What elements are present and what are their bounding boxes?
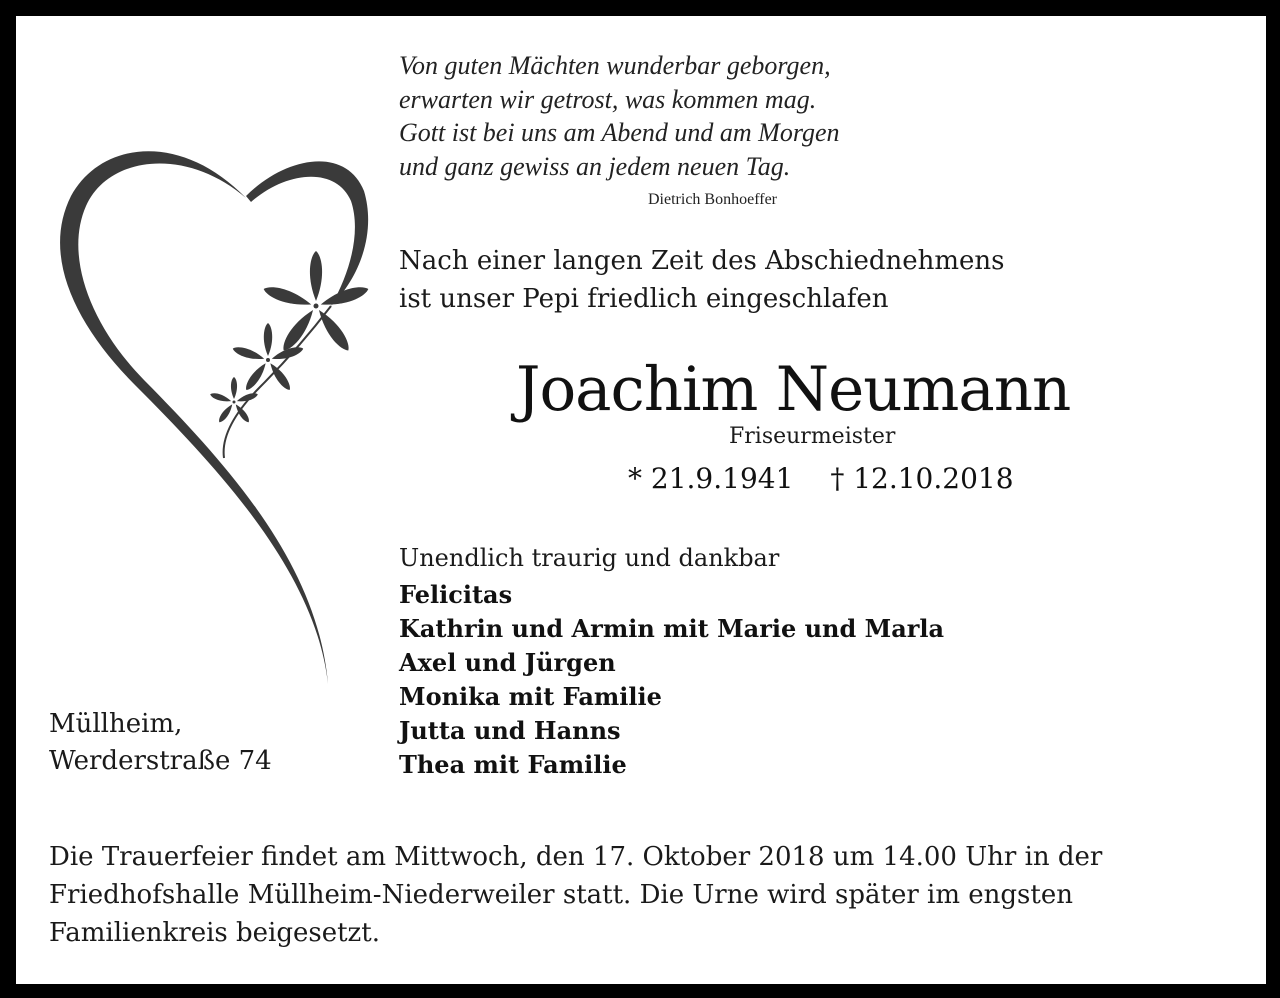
funeral-line: Familienkreis beigesetzt. [49,918,380,948]
mourner-name: Felicitas [399,580,513,609]
mourner-name: Kathrin und Armin mit Marie und Marla [399,614,945,643]
mourner-name: Jutta und Hanns [399,716,621,745]
heart-with-flowers-icon [46,136,406,706]
intro-text [399,242,1005,318]
address [49,706,272,780]
intro-line: ist unser Pepi friedlich eingeschlafen [399,284,889,314]
poem-line: und ganz gewiss an jedem neuen Tag. [399,151,791,181]
poem-author: Dietrich Bonhoeffer [648,191,777,208]
deceased-name: Joachim Neumann [516,354,1071,425]
address-line: Werderstraße 74 [49,746,272,776]
mourner-name: Thea mit Familie [399,750,627,779]
obituary-notice [16,16,1266,984]
poem-line: Gott ist bei uns am Abend und am Morgen [399,118,840,147]
poem [399,49,840,183]
mourner-name: Monika mit Familie [399,682,662,711]
life-dates [628,462,1014,495]
birth-date: * 21.9.1941 [628,462,794,495]
intro-line: Nach einer langen Zeit des Abschiednehmens [399,246,1005,276]
address-line: Müllheim, [49,709,183,739]
funeral-line: Friedhofshalle Müllheim-Niederweiler statt. Die Urne wird später im engsten [49,880,1073,910]
death-date: † 12.10.2018 [830,462,1014,495]
mourners-intro: Unendlich traurig und dankbar [399,544,780,572]
mourner-name: Axel und Jürgen [399,648,616,677]
funeral-line: Die Trauerfeier findet am Mittwoch, den 17. Oktober 2018 um 14.00 Uhr in der [49,842,1103,872]
deceased-profession: Friseurmeister [729,424,896,449]
funeral-info [49,838,1229,952]
mourners-list [399,578,944,782]
poem-line: erwarten wir getrost, was kommen mag. [399,84,817,114]
poem-line: Von guten Mächten wunderbar geborgen, [399,51,831,80]
